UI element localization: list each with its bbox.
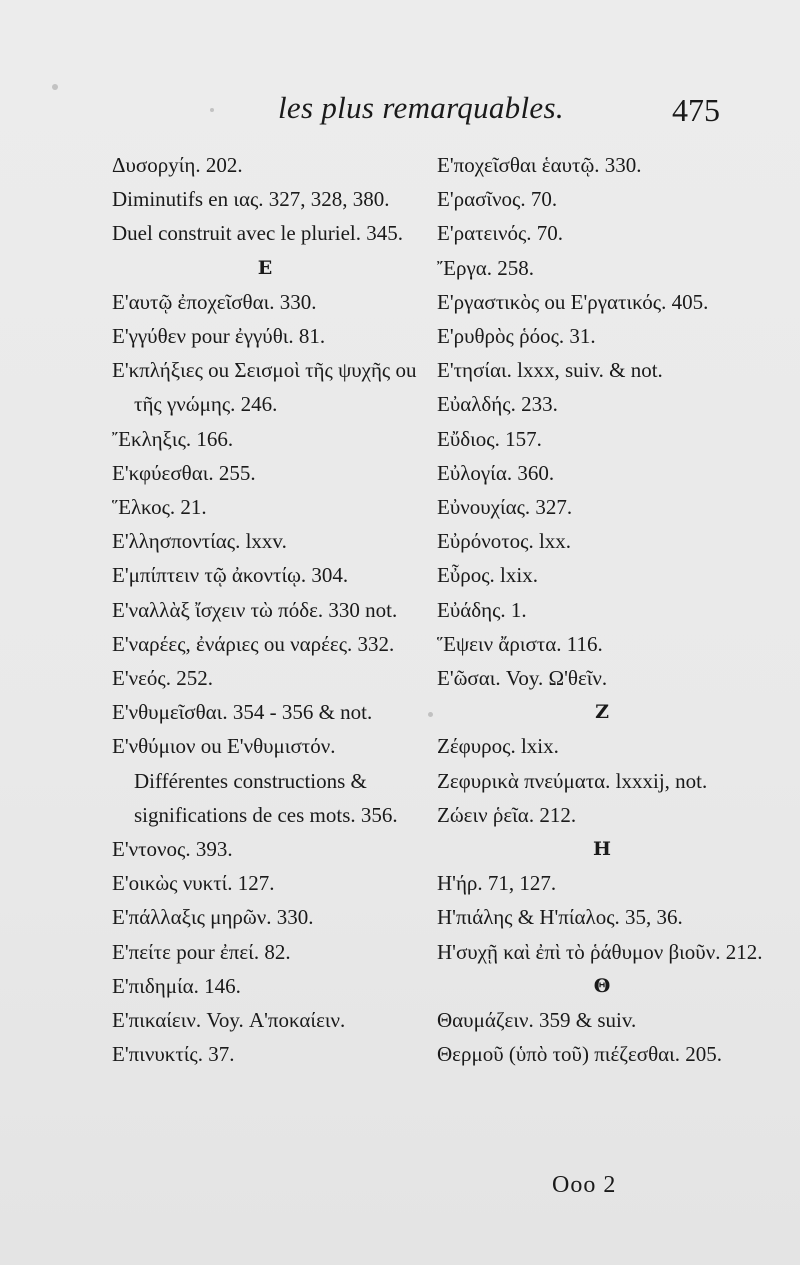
paper-speck: [52, 84, 58, 90]
index-entry: Duel construit avec le pluriel. 345.: [112, 221, 403, 246]
index-entry: Εὐρόνοτος. lxx.: [437, 529, 572, 554]
index-entry: Ε'λλησποντίας. lxxv.: [112, 529, 287, 554]
section-letter: Z: [595, 701, 609, 724]
index-entry: Ε'πάλλαξις μηρῶν. 330.: [112, 905, 314, 930]
section-letter: Θ: [593, 974, 611, 997]
paper-speck: [210, 108, 214, 112]
index-entry: Ε'νθύμιον ou Ε'νθυμιστόν. Différentes constructions & significations de ces mots. 356.: [112, 734, 398, 827]
index-entry: Θερμοῦ (ὑπὸ τοῦ) πιέζεσθαι. 205.: [437, 1042, 723, 1067]
index-entry: Ε'πείτε pour ἐπεί. 82.: [112, 939, 291, 964]
signature-mark: Ooo 2: [552, 1172, 617, 1198]
index-entry: Εὐνουχίας. 327.: [437, 495, 573, 520]
index-entry: Ε'ναρέες, ἐνάριες ou ναρέες. 332.: [112, 631, 395, 656]
index-entry: Ἕλκος. 21.: [112, 495, 207, 520]
index-entry: Ε'ρασῖνος. 70.: [437, 187, 558, 212]
index-entry: Εὖρος. lxix.: [437, 563, 538, 588]
index-entry: Ε'ρατεινός. 70.: [437, 221, 564, 246]
index-entry: Ε'ῶσαι. Voy. Ω'θεῖν.: [437, 666, 608, 691]
index-entry: Η'συχῇ καὶ ἐπὶ τὸ ῥάθυμον βιοῦν. 212.: [437, 939, 763, 964]
index-entry: Η'πιάλης & Η'πίαλος. 35, 36.: [437, 905, 683, 930]
section-letter: E: [257, 256, 273, 279]
index-entry: Ε'ναλλὰξ ἴσχειν τὼ πόδε. 330 not.: [112, 597, 398, 622]
page-number: 475: [672, 92, 720, 128]
index-entry: Δυσορyίη. 202.: [112, 153, 243, 177]
index-entry: Ε'ργαστικὸς ou Ε'ργατικός. 405.: [437, 289, 709, 314]
index-column-left: [112, 148, 418, 1071]
index-entry: Ε'νθυμεῖσθαι. 354 - 356 & not.: [112, 700, 373, 725]
index-entry: Ἔργα. 258.: [437, 255, 535, 280]
index-entry: Εὐαλδής. 233.: [437, 392, 558, 417]
index-entry: Ε'αυτῷ ἐποχεῖσθαι. 330.: [112, 289, 317, 314]
index-entry: Ε'τησίαι. lxxx, suiv. & not.: [437, 358, 663, 383]
index-entry: Ε'ποχεῖσθαι ἑαυτῷ. 330.: [437, 153, 642, 177]
index-entry: Ε'πιδημία. 146.: [112, 973, 241, 998]
index-entry: Ε'νεός. 252.: [112, 666, 213, 691]
index-entry: Ζέφυρος. lxix.: [437, 734, 559, 759]
index-entry: Ζεφυρικὰ πνεύματα. lxxxij, not.: [437, 768, 708, 793]
running-title: les plus remarquables.: [278, 90, 564, 125]
index-entry: Ζώειν ῥεῖα. 212.: [437, 802, 577, 827]
index-entry: Ε'οικὼς νυκτί. 127.: [112, 871, 275, 896]
index-entry: Diminutifs en ιας. 327, 328, 380.: [112, 187, 390, 212]
index-entry: Ε'γγύθεν pour ἐγγύθι. 81.: [112, 324, 326, 349]
index-entry: Ε'μπίπτειν τῷ ἀκοντίῳ. 304.: [112, 563, 349, 588]
index-entry: Ἔκληξις. 166.: [112, 426, 234, 451]
paper-speck: [428, 712, 433, 717]
index-entry: Θαυμάζειν. 359 & suiv.: [437, 1008, 637, 1033]
index-entry: Ε'κπλήξιες ou Σεισμοὶ τῆς ψυχῆς ou τῆς γνώμης. 246.: [112, 358, 417, 417]
index-entry: Ε'ντονος. 393.: [112, 837, 233, 862]
index-entry: Εὔδιος. 157.: [437, 426, 542, 451]
index-entry: Ε'πικαίειν. Voy. Α'ποκαίειν.: [112, 1008, 346, 1033]
index-entry: Ε'κφύεσθαι. 255.: [112, 460, 256, 485]
index-entry: Ἕψειν ἄριστα. 116.: [437, 631, 603, 656]
index-column-right: [437, 148, 767, 1071]
section-letter: H: [593, 838, 611, 861]
index-entry: Η'ήρ. 71, 127.: [437, 871, 557, 896]
index-entry: Ε'ρυθρὸς ῥόος. 31.: [437, 324, 596, 349]
index-entry: Εὐάδης. 1.: [437, 597, 527, 622]
index-entry: Ε'πινυκτίς. 37.: [112, 1042, 235, 1067]
index-entry: Εὐλογία. 360.: [437, 460, 555, 485]
